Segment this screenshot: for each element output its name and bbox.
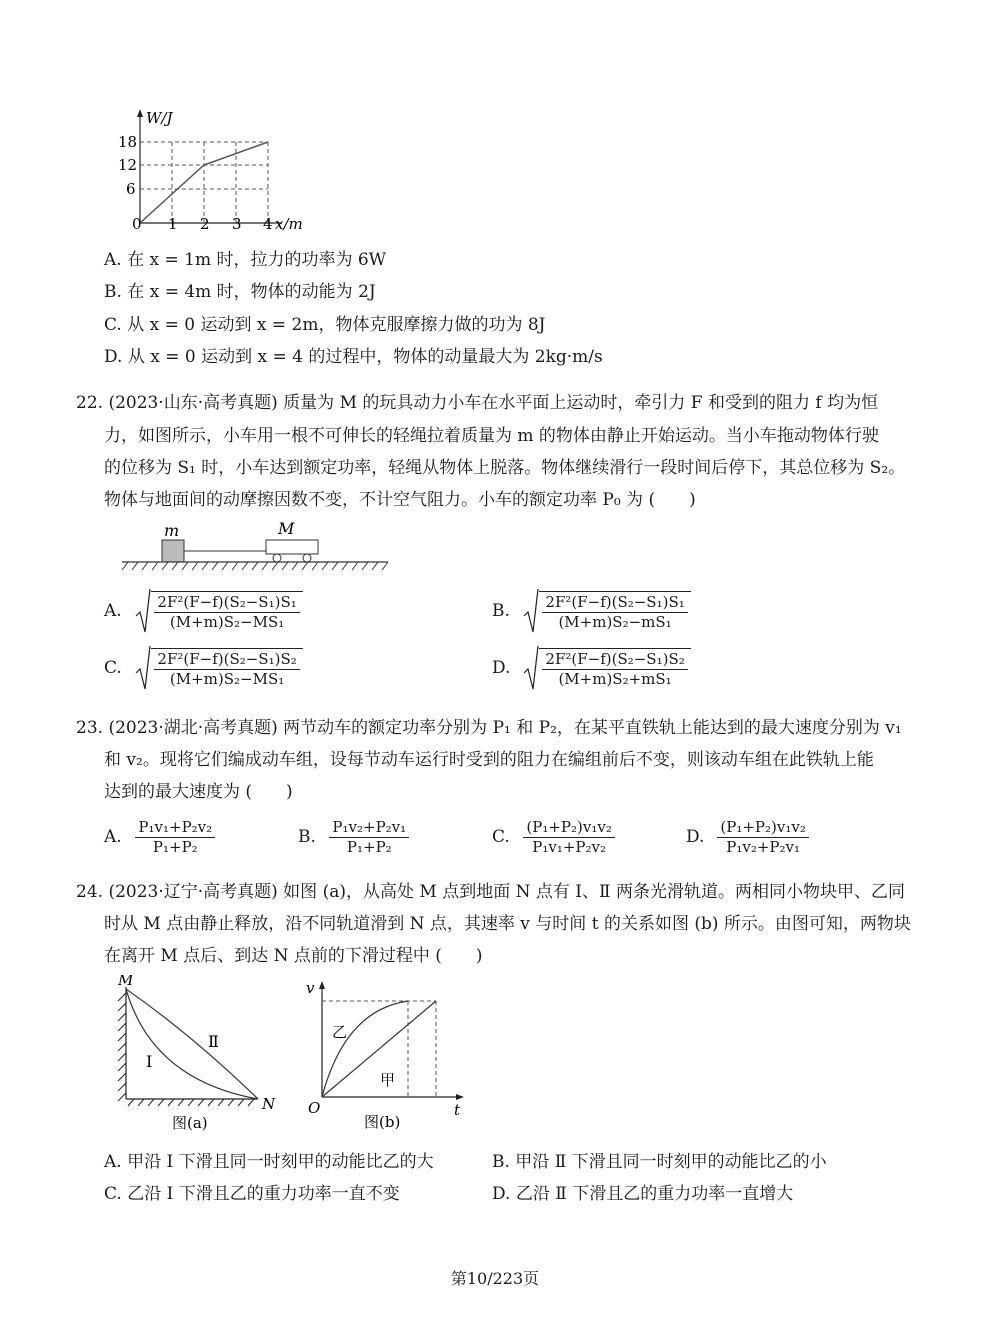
figure-b-caption: 图(b) [364,1113,401,1131]
sqrt-expression [523,645,690,691]
q24-option-c[interactable]: C. 乙沿 Ⅰ 下滑且乙的重力功率一直不变 [104,1184,400,1204]
option-label: B. [298,827,316,847]
q21-option-a[interactable]: A. 在 x = 1m 时，拉力的功率为 6W [104,250,387,270]
x-tick-3: 3 [232,215,242,233]
track-II [126,989,258,1099]
origin-label: O [308,1099,321,1117]
q24-line-3: 在离开 M 点后、到达 N 点前的下滑过程中 ( ) [104,946,483,966]
figure-a-caption: 图(a) [172,1114,208,1132]
fraction-numerator: 2F²(F−f)(S₂−S₁)S₁ [154,593,299,613]
fraction-denominator: (M+m)S₂+mS₁ [558,669,672,688]
fraction-denominator: P₁+P₂ [152,838,198,856]
fraction-numerator: (P₁+P₂)v₁v₂ [523,818,614,838]
page-number: 第10/223页 [450,1269,540,1288]
fraction-denominator: P₁+P₂ [346,838,392,856]
y-tick-12: 12 [118,156,138,174]
q22-line-4: 物体与地面间的动摩擦因数不变，不计空气阻力。小车的额定功率 P₀ 为 ( ) [104,490,696,510]
fraction-numerator: 2F²(F−f)(S₂−S₁)S₁ [542,593,687,613]
option-label: D. [492,657,511,678]
option-label: C. [492,827,510,847]
fraction-denominator: P₁v₁+P₂v₂ [532,838,607,856]
q24-line-2: 时从 M 点由静止释放，沿不同轨道滑到 N 点，其速率 v 与时间 t 的关系如图 (b) 所示。由图可知，两物块 [104,914,911,934]
q22-option-a[interactable] [104,588,303,634]
point-M-label: M [118,975,134,989]
q24-option-b[interactable]: B. 甲沿 Ⅱ 下滑且同一时刻甲的动能比乙的小 [492,1152,827,1172]
sqrt-expression [523,588,690,634]
fraction-denominator: (M+m)S₂−MS₁ [169,669,285,688]
q23-option-d[interactable] [686,818,809,857]
q21-option-c[interactable]: C. 从 x = 0 运动到 x = 2m，物体克服摩擦力做的功为 8J [104,315,546,335]
sqrt-expression [135,645,302,691]
car-M-label: M [278,519,295,538]
fraction-numerator: 2F²(F−f)(S₂−S₁)S₂ [154,650,299,670]
y-tick-6: 6 [126,180,136,198]
curve-jia [322,1001,436,1097]
t-axis-label: t [454,1101,461,1119]
q24-option-a[interactable]: A. 甲沿 Ⅰ 下滑且同一时刻甲的动能比乙的大 [104,1152,434,1172]
fraction-denominator: (M+m)S₂−mS₁ [558,612,672,631]
option-label: C. [104,657,122,678]
x-tick-0: 0 [132,215,142,233]
x-tick-2: 2 [200,215,210,233]
q23-line-1: 23. (2023·湖北·高考真题) 两节动车的额定功率分别为 P₁ 和 P₂，在某平直铁轨上能达到的最大速度分别为 v₁ [76,718,902,738]
yi-label: 乙 [332,1023,348,1041]
option-label: B. [492,600,510,621]
y-tick-18: 18 [118,133,138,151]
q22-option-c[interactable] [104,645,303,691]
option-label: D. [686,827,705,847]
work-curve [140,142,268,223]
option-label: A. [104,600,122,621]
q22-option-b[interactable] [492,588,691,634]
fraction-denominator: (M+m)S₂−MS₁ [169,612,285,631]
q23-line-2: 和 v₂。现将它们编成动车组，设每节动车运行时受到的阻力在编组前后不变，则该动车组在此铁轨上能 [104,750,874,770]
curve-yi [322,1001,408,1097]
x-axis-label: x/m [275,215,303,233]
x-tick-4: 4 [263,215,273,233]
track-I-label: Ⅰ [146,1052,153,1071]
option-label: A. [104,827,122,847]
speed-time-graph-b [300,975,475,1135]
y-axis-label: W/J [146,109,173,127]
q21-option-b[interactable]: B. 在 x = 4m 时，物体的动能为 2J [104,282,376,302]
q22-line-1: 22. (2023·山东·高考真题) 质量为 M 的玩具动力小车在水平面上运动时，牵引力 F 和受到的阻力 f 均为恒 [76,393,879,413]
x-tick-1: 1 [168,215,178,233]
q22-line-3: 的位移为 S₁ 时，小车达到额定功率，轻绳从物体上脱落。物体继续滑行一段时间后停下，其总位移为 S₂。 [104,458,906,478]
q23-line-3: 达到的最大速度为 ( ) [104,782,293,802]
point-N-label: N [262,1095,276,1113]
fraction-numerator: (P₁+P₂)v₁v₂ [717,818,808,838]
track-I [126,989,258,1099]
q22-line-2: 力，如图所示，小车用一根不可伸长的轻绳拉着质量为 m 的物体由静止开始运动。当小车拖动物体行驶 [104,426,879,446]
block-m-label: m [164,521,180,540]
fraction-denominator: P₁v₂+P₂v₁ [726,838,801,856]
sqrt-expression [135,588,302,634]
q21-option-d[interactable]: D. 从 x = 0 运动到 x = 4 的过程中，物体的动量最大为 2kg·m/s [104,347,603,367]
fraction-numerator: P₁v₂+P₂v₁ [329,818,409,838]
v-axis-label: v [306,979,315,997]
q23-option-c[interactable] [492,818,615,857]
jia-label: 甲 [380,1071,396,1089]
car-pulling-block-figure [118,518,398,574]
q23-option-a[interactable] [104,818,215,857]
work-displacement-graph [110,105,320,235]
track-figure-a [112,975,292,1135]
q24-option-d[interactable]: D. 乙沿 Ⅱ 下滑且乙的重力功率一直增大 [492,1184,794,1204]
q22-option-d[interactable] [492,645,691,691]
q23-option-b[interactable] [298,818,409,857]
track-II-label: Ⅱ [208,1032,219,1051]
fraction-numerator: P₁v₁+P₂v₂ [135,818,215,838]
fraction-numerator: 2F²(F−f)(S₂−S₁)S₂ [542,650,687,670]
q24-line-1: 24. (2023·辽宁·高考真题) 如图 (a)，从高处 M 点到地面 N 点有 Ⅰ、Ⅱ 两条光滑轨道。两相同小物块甲、乙同 [76,882,905,902]
